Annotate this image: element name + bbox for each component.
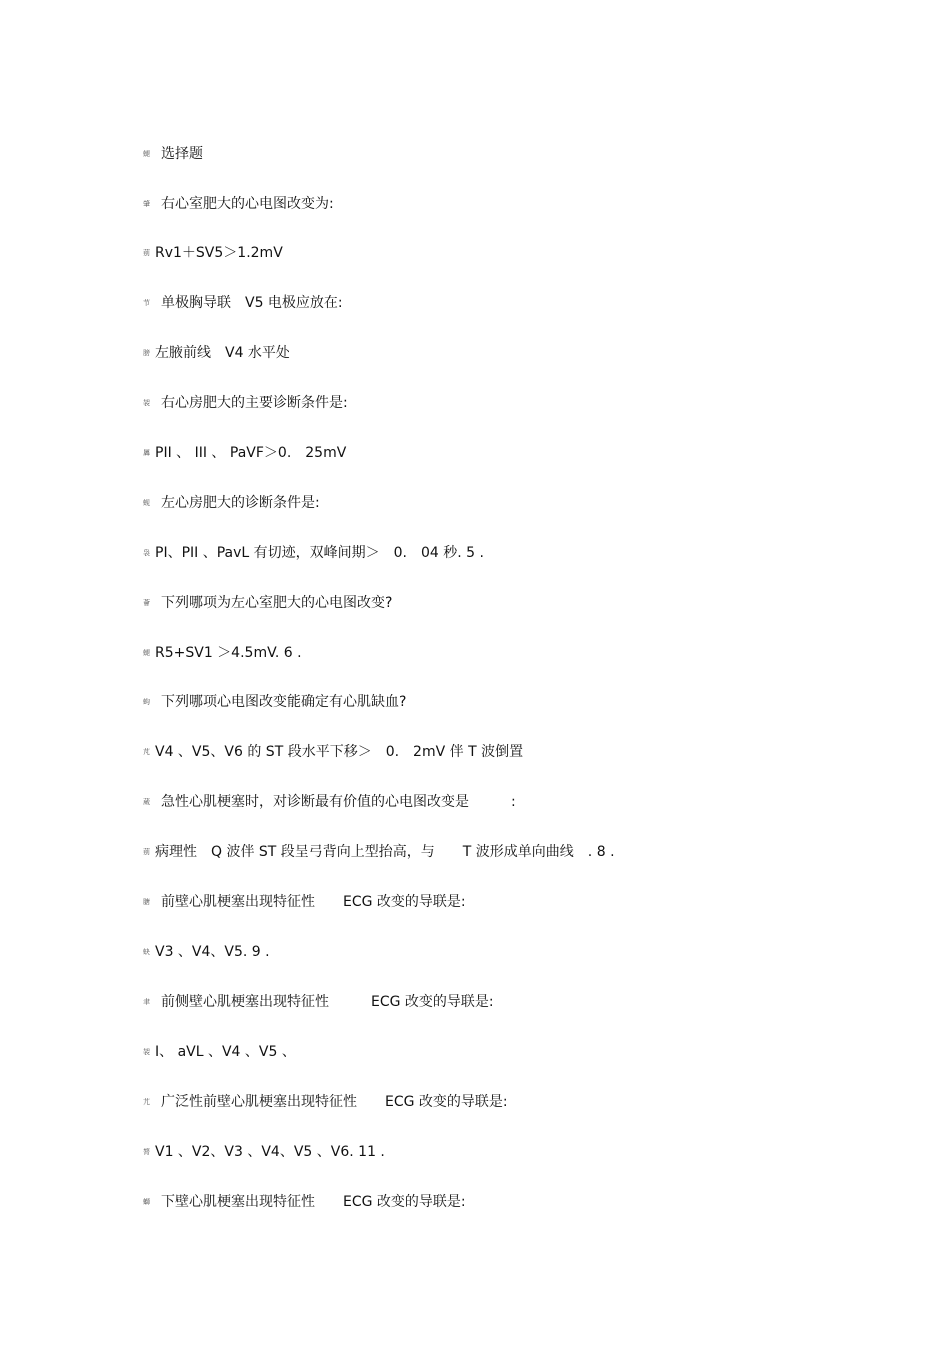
answer-text: PII 、 III 、 PaVF＞0. 25mV	[155, 445, 347, 461]
question-text: 下列哪项为左心室肥大的心电图改变?	[161, 595, 393, 611]
question-line	[143, 690, 406, 714]
line-marker: 蚬	[143, 499, 150, 507]
line-marker: 节	[143, 299, 150, 307]
answer-text: Rv1＋SV5＞1.2mV	[155, 245, 283, 261]
line-marker: 羼	[143, 449, 150, 457]
answer-line	[143, 241, 283, 265]
answer-line	[143, 1040, 296, 1064]
answer-text: 病理性 Q 波伴 ST 段呈弓背向上型抬高，与 T 波形成单向曲线 . 8 .	[155, 844, 615, 860]
question-line	[143, 990, 494, 1014]
line-marker: 莂	[143, 848, 150, 856]
line-marker: 芃	[143, 748, 150, 756]
question-text: 右心房肥大的主要诊断条件是:	[161, 395, 348, 411]
question-text: 前侧壁心肌梗塞出现特征性 ECG 改变的导联是:	[161, 994, 494, 1010]
line-marker: 聿	[143, 998, 150, 1006]
answer-text: 左腋前线 V4 水平处	[155, 345, 290, 361]
line-marker: 袈	[143, 399, 150, 407]
line-marker: 肇	[143, 200, 150, 208]
line-marker: 芁	[143, 1098, 150, 1106]
question-line	[143, 890, 466, 914]
question-text: 右心室肥大的心电图改变为:	[161, 196, 334, 212]
question-text: 下列哪项心电图改变能确定有心肌缺血?	[161, 694, 407, 710]
answer-line	[143, 541, 484, 565]
answer-text: V4 、V5、V6 的 ST 段水平下移＞ 0. 2mV 伴 T 波倒置	[155, 744, 524, 760]
line-marker: 膀	[143, 349, 150, 357]
answer-line	[143, 1140, 385, 1164]
line-marker: 螁	[143, 150, 150, 158]
question-text: 左心房肥大的诊断条件是:	[161, 495, 320, 511]
line-marker: 膂	[143, 1148, 150, 1156]
answer-line	[143, 940, 270, 964]
question-text: 前壁心肌梗塞出现特征性 ECG 改变的导联是:	[161, 894, 466, 910]
line-marker: 蚗	[143, 948, 150, 956]
question-text: 单极胸导联 V5 电极应放在:	[161, 295, 343, 311]
answer-text: I、 aVL 、V4 、V5 、	[155, 1044, 296, 1060]
question-line	[143, 491, 320, 515]
answer-text: V3 、V4、V5. 9 .	[155, 944, 270, 960]
question-line	[143, 1190, 466, 1214]
line-marker: 薈	[143, 599, 150, 607]
question-line	[143, 591, 392, 615]
line-marker: 袈	[143, 1048, 150, 1056]
question-line	[143, 192, 334, 216]
line-marker: 莂	[143, 249, 150, 257]
line-marker: 袅	[143, 549, 150, 557]
line-marker: 蚼	[143, 698, 150, 706]
answer-text: V1 、V2、V3 、V4、V5 、V6. 11 .	[155, 1144, 385, 1160]
line-marker: 蒇	[143, 798, 150, 806]
question-line	[143, 1090, 508, 1114]
answer-line	[143, 840, 615, 864]
line-marker: 膅	[143, 898, 150, 906]
question-line	[143, 790, 516, 814]
answer-line	[143, 341, 290, 365]
answer-text: R5+SV1 ＞4.5mV. 6 .	[155, 645, 302, 661]
question-line	[143, 391, 348, 415]
answer-line	[143, 641, 302, 665]
question-text: 广泛性前壁心肌梗塞出现特征性 ECG 改变的导联是:	[161, 1094, 508, 1110]
line-marker: 螁	[143, 649, 150, 657]
line-section-title	[143, 142, 203, 166]
answer-line	[143, 740, 523, 764]
question-line	[143, 291, 343, 315]
question-text: 急性心肌梗塞时，对诊断最有价值的心电图改变是 :	[161, 794, 516, 810]
answer-line	[143, 441, 346, 465]
question-text: 下壁心肌梗塞出现特征性 ECG 改变的导联是:	[161, 1194, 466, 1210]
line-marker: 螄	[143, 1198, 150, 1206]
answer-text: PI、PII 、PavL 有切迹，双峰间期＞ 0. 04 秒. 5 .	[155, 545, 484, 561]
section-title: 选择题	[161, 146, 203, 162]
